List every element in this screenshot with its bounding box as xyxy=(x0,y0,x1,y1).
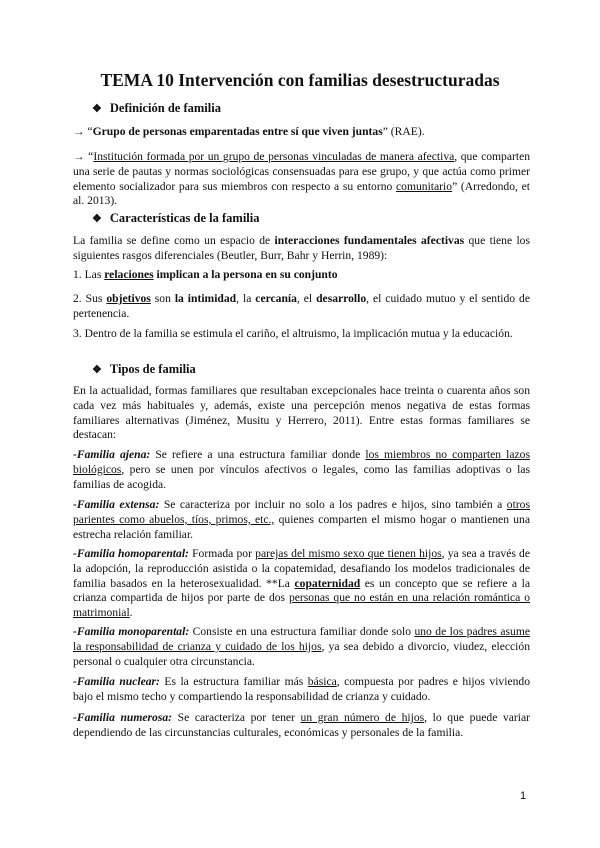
section-heading-definicion: ❖ Definición de familia xyxy=(92,101,221,115)
familia-extensa: -Familia extensa: Se caracteriza por incluir no solo a los padres e hijos, sino también a otros parientes como abuelos, tíos, primos, etc., quienes comparten el mismo hogar o mantienen una estrecha relación familiar. xyxy=(73,498,531,541)
diamond-bullet-icon: ❖ xyxy=(92,364,102,376)
definition-rae: → “Grupo de personas emparentadas entre sí que viven juntas” (RAE). xyxy=(73,125,425,138)
diamond-bullet-icon: ❖ xyxy=(92,213,102,225)
definition-arredondo: → “Institución formada por un grupo de personas vinculadas de manera afectiva, que comparten una serie de pautas y normas sociológicas consensuadas para ese grupo, y que actúa como primer elemento socializador para sus miembros con respecto a su entorno comunitario” (Arredondo, et al. 2013). xyxy=(73,150,531,208)
familia-nuclear: -Familia nuclear: Es la estructura familiar más básica, compuesta por padres e hijos viviendo bajo el mismo techo y compartiendo la responsabilidad de crianza y cuidado. xyxy=(73,675,530,703)
tipos-intro: En la actualidad, formas familiares que resultaban excepcionales hace treinta o cuarenta años son cada vez más habituales y, además, existe una percepción menos negativa de estas formas familiares alternativas (Jiménez, Musitu y Herrero, 2011). Entre estas formas familiares se destacan: xyxy=(73,384,530,442)
rasgo-1: 1. Las relaciones implican a la persona en su conjunto xyxy=(73,268,338,281)
familia-homoparental: -Familia homoparental: Formada por parejas del mismo sexo que tienen hijos, ya sea a través de la adopción, la reproducción asistida o la copatemidad, desafiando los modelos tradicionales de familia basados en la heterosexualidad. **La copaternidad es un concepto que se refiere a la crianza compartida de hijos por parte de dos personas que no están en una relación romántica o matrimonial. xyxy=(73,547,531,620)
familia-numerosa: -Familia numerosa: Se caracteriza por tener un gran número de hijos, lo que puede variar dependiendo de las circunstancias culturales, económicas y personales de la familia. xyxy=(73,711,530,739)
familia-ajena: -Familia ajena: Se refiere a una estructura familiar donde los miembros no comparten lazos biológicos, pero se unen por vínculos afectivos o legales, como las familias adoptivas o las familias de acogida. xyxy=(73,448,530,491)
caracteristicas-intro: La familia se define como un espacio de interacciones fundamentales afectivas que tiene los siguientes rasgos diferenciales (Beutler, Burr, Bahr y Herrin, 1989): xyxy=(73,234,530,262)
page-title: TEMA 10 Intervención con familias desestructuradas xyxy=(100,70,500,90)
rasgo-2: 2. Sus objetivos son la intimidad, la cercanía, el desarrollo, el cuidado mutuo y el sentido de pertenencia. xyxy=(73,292,530,320)
rasgo-3: 3. Dentro de la familia se estimula el cariño, el altruismo, la implicación mutua y la educación. xyxy=(73,327,513,340)
section-heading-tipos: ❖ Tipos de familia xyxy=(92,362,196,376)
page-number: 1 xyxy=(520,790,527,802)
diamond-bullet-icon: ❖ xyxy=(92,103,102,115)
familia-monoparental: -Familia monoparental: Consiste en una estructura familiar donde solo uno de los padres asume la responsabilidad de crianza y cuidado de los hijos, ya sea debido a divorcio, viudez, elección personal o cualquier otra circunstancia. xyxy=(73,625,530,668)
section-heading-caracteristicas: ❖ Características de la familia xyxy=(92,211,260,225)
